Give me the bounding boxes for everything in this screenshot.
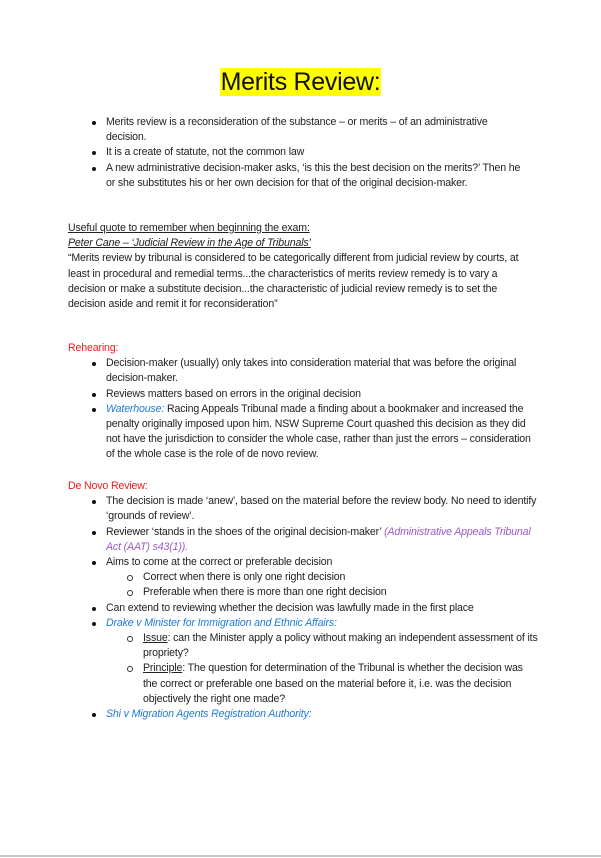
quote-heading: Useful quote to remember when beginning the exam: [68,222,310,234]
act-citation: (Administrative Appeals Tribunal Act (AAT) s43(1)). [106,525,531,553]
list-item: Can extend to reviewing whether the decision was lawfully made in the first place [68,601,538,616]
list-item: Decision-maker (usually) only takes into consideration material that was before the original decision-maker. [68,356,538,386]
de-novo-section [68,479,538,722]
list-item: Aims to come at the correct or preferable decision [68,555,538,570]
rehearing-section [68,341,538,463]
sub-list-item: Correct when there is only one right decision [68,570,538,585]
list-item: The decision is made ‘anew’, based on the material before the review body. No need to identify ‘grounds of review’. [68,494,538,524]
list-item: Reviews matters based on errors in the original decision [68,387,538,402]
list-item: Merits review is a reconsideration of the substance – or merits – of an administrative decision. [68,115,530,145]
quote-section [68,221,534,312]
list-item: Reviewer ‘stands in the shoes of the original decision-maker’ (Administrative Appeals Tribunal Act (AAT) s43(1)). [68,525,538,555]
quote-text: “Merits review by tribunal is considered to be categorically different from judicial review by courts, at least in procedural and remedial terms...the characteristics of merits review remedy is to vary a decision or make a substitute decision...the characteristic of judicial review remedy is to set the decision aside and remit it for reconsideration” [68,252,519,311]
case-name: Drake v Minister for Immigration and Ethnic Affairs: [68,616,538,631]
sub-list-item: Preferable when there is more than one right decision [68,585,538,600]
rehearing-heading: Rehearing: [68,342,119,354]
de-novo-heading: De Novo Review: [68,480,148,492]
case-name: Shi v Migration Agents Registration Authority: [68,707,538,722]
quote-source: Peter Cane – ‘Judicial Review in the Age of Tribunals’ [68,237,311,250]
list-item: Waterhouse: Racing Appeals Tribunal made a finding about a bookmaker and increased the penalty originally imposed upon him. NSW Supreme Court quashed this decision as they did not have the jurisdiction to consider the whole case, rather than just the errors – consideration of the whole case is the role of de novo review. [68,402,538,463]
page-title: Merits Review: [220,68,381,96]
sub-list-item: Issue: can the Minister apply a policy without making an independent assessment of its propriety? [68,631,538,661]
sub-list-item: Principle: The question for determination of the Tribunal is whether the decision was the correct or preferable one based on the material before it, i.e. was the decision objectively the right one made? [68,661,538,707]
intro-list [68,115,530,191]
case-name: Waterhouse: [106,402,165,415]
list-item: It is a create of statute, not the common law [68,145,530,160]
list-item: A new administrative decision-maker asks, ‘is this the best decision on the merits?’ Then he or she substitutes his or her own decision for that of the original decision-maker. [68,161,530,191]
